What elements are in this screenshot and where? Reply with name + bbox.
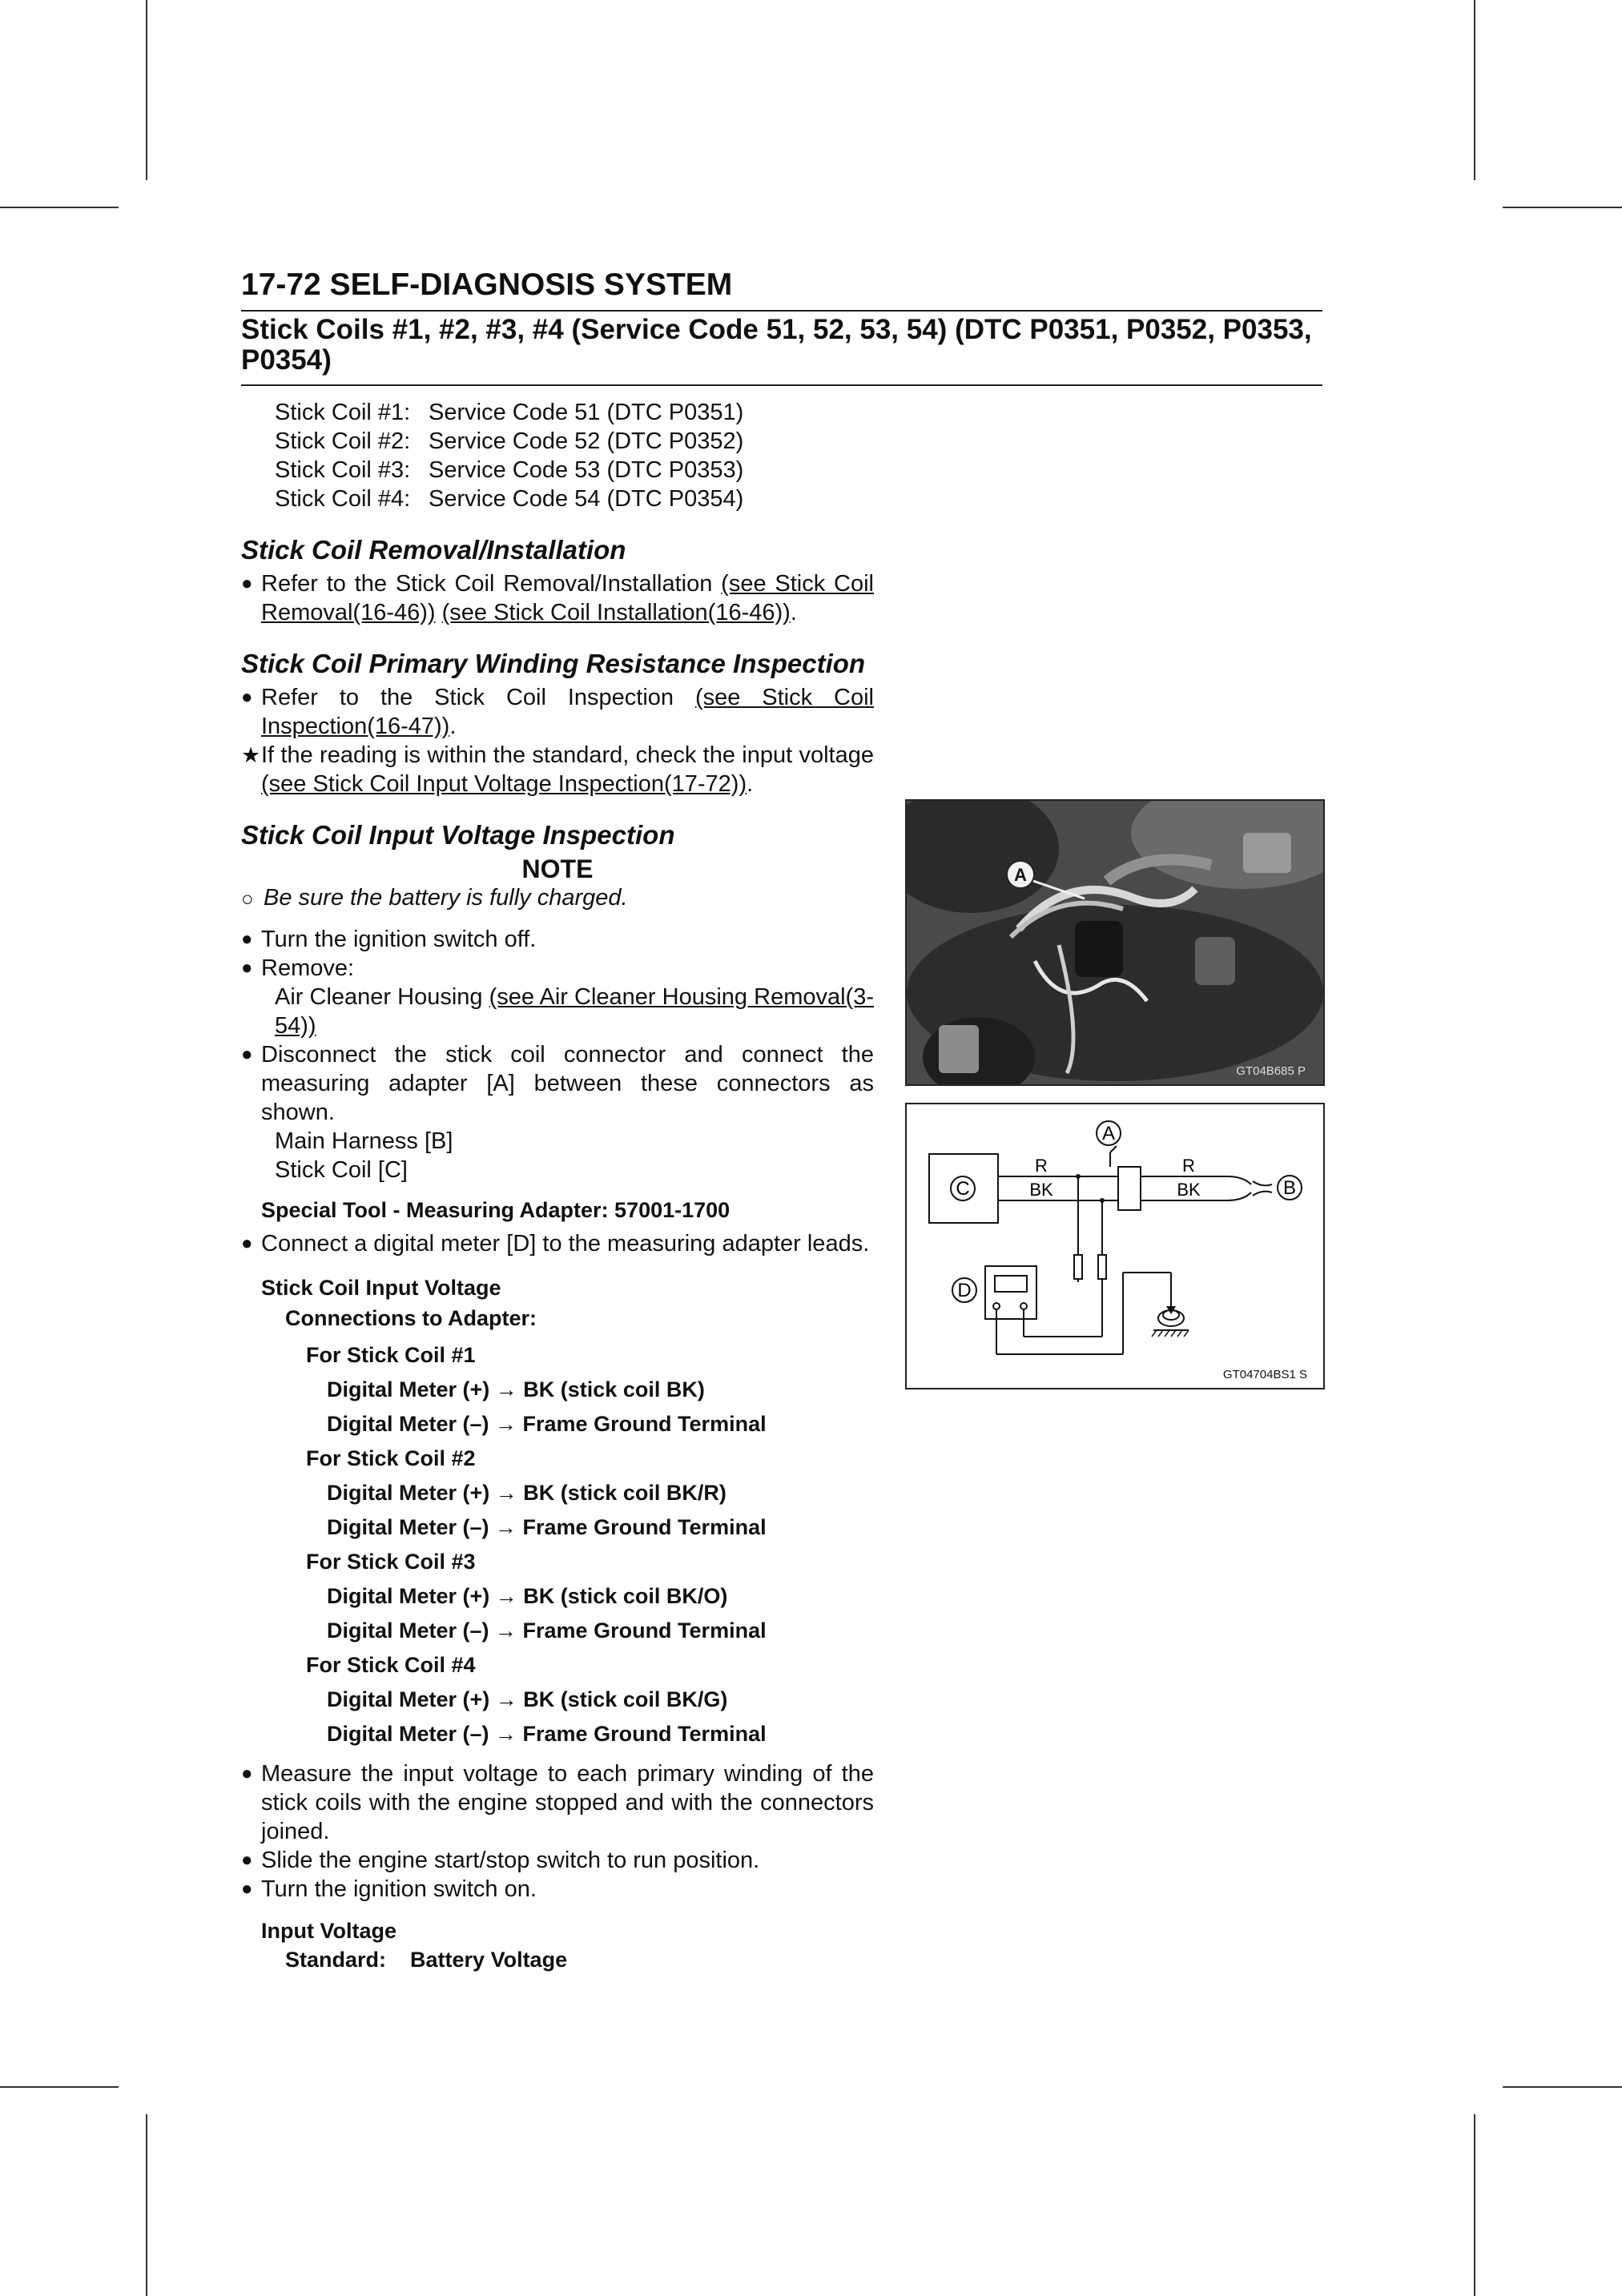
engine-photo-image bbox=[907, 801, 1323, 1084]
bullet-icon: ● bbox=[241, 1878, 253, 1900]
inspection-link[interactable]: (see Stick Coil Inspection(16-47)) bbox=[261, 685, 874, 739]
list-item: Stick Coil #1: Service Code 51 (DTC P0351) bbox=[275, 400, 744, 425]
wiring-diagram bbox=[905, 1103, 1325, 1389]
input-voltage-link[interactable]: (see Stick Coil Input Voltage Inspection(17-72)) bbox=[261, 771, 747, 797]
step-ignition-on: ● Turn the ignition switch on. bbox=[241, 1876, 537, 1902]
wire-label-r-right: R bbox=[1182, 1156, 1195, 1176]
list-item: Stick Coil #2: Service Code 52 (DTC P0352) bbox=[275, 428, 744, 454]
star-icon: ★ bbox=[241, 743, 261, 767]
removal-link[interactable]: (see Stick Coil Removal(16-46)) bbox=[261, 571, 874, 625]
installation-link[interactable]: (see Stick Coil Installation(16-46)) bbox=[441, 600, 791, 625]
bullet-icon: ● bbox=[241, 686, 253, 708]
primary-step: ● Refer to the Stick Coil Inspection (see Stick Coil Inspection(16-47)). bbox=[241, 685, 874, 739]
crop-mark bbox=[0, 207, 119, 208]
primary-result: ★ If the reading is within the standard, check the input voltage (see Stick Coil Input Voltage Inspection(17-72)). bbox=[241, 742, 874, 797]
circle-bullet-icon: ○ bbox=[241, 887, 254, 911]
diagram-label-a: A bbox=[1101, 1123, 1116, 1144]
spec-title: Stick Coil Input Voltage bbox=[261, 1276, 501, 1300]
step-measure: ● Measure the input voltage to each primary winding of the stick coils with the engine stopped and with the connectors joined. bbox=[241, 1761, 874, 1844]
wiring-diagram-svg bbox=[907, 1104, 1323, 1388]
bullet-icon: ● bbox=[241, 1849, 253, 1871]
diagram-label-d: D bbox=[957, 1280, 972, 1301]
wire-label-r-left: R bbox=[1035, 1156, 1048, 1176]
page-title: 17-72 SELF-DIAGNOSIS SYSTEM bbox=[241, 267, 733, 302]
coil-1-block: For Stick Coil #1 Digital Meter (+) → BK (stick coil BK) Digital Meter (–) → Frame Ground Terminal bbox=[306, 1343, 767, 1436]
wire-label-bk-right: BK bbox=[1177, 1180, 1201, 1200]
step-remove: ● Remove: bbox=[241, 955, 355, 981]
step-connect-meter: ● Connect a digital meter [D] to the measuring adapter leads. bbox=[241, 1231, 870, 1257]
crop-mark bbox=[146, 0, 147, 180]
primary-winding-heading: Stick Coil Primary Winding Resistance Inspection bbox=[241, 649, 866, 678]
bullet-icon: ● bbox=[241, 1232, 253, 1254]
photo-code: GT04B685 P bbox=[1236, 1064, 1306, 1078]
note-title: NOTE bbox=[521, 854, 594, 883]
photo-callout-a: A bbox=[1014, 865, 1027, 885]
diagram-label-b: B bbox=[1282, 1177, 1297, 1199]
voltage-value: Battery Voltage bbox=[410, 1948, 568, 1972]
spec-block bbox=[241, 1273, 874, 1751]
crop-mark bbox=[1503, 2086, 1622, 2088]
crop-mark bbox=[1474, 2114, 1475, 2296]
voltage-label: Standard: bbox=[285, 1948, 387, 1972]
main-harness-label: Main Harness [B] bbox=[275, 1128, 453, 1154]
spec-subtitle: Connections to Adapter: bbox=[285, 1306, 537, 1330]
header-rule bbox=[241, 310, 1322, 312]
air-cleaner-link[interactable]: (see Air Cleaner Housing Removal(3-54)) bbox=[275, 984, 874, 1039]
bullet-icon: ● bbox=[241, 1763, 253, 1784]
bullet-icon: ● bbox=[241, 928, 253, 950]
diagram-code: GT04704BS1 S bbox=[1222, 1368, 1307, 1381]
main-text-column bbox=[241, 398, 874, 1974]
section-title: Stick Coils #1, #2, #3, #4 (Service Code 51, 52, 53, 54) (DTC P0351, P0352, P0353, P0354) bbox=[241, 314, 1312, 376]
crop-mark bbox=[1474, 0, 1475, 180]
bullet-icon: ● bbox=[241, 1043, 253, 1065]
special-tool: Special Tool - Measuring Adapter: 57001-1700 bbox=[261, 1198, 731, 1222]
step-run-position: ● Slide the engine start/stop switch to run position. bbox=[241, 1848, 760, 1873]
coil-4-block: For Stick Coil #4 Digital Meter (+) → BK (stick coil BK/G) Digital Meter (–) → Frame Ground Terminal bbox=[306, 1653, 767, 1746]
bullet-icon: ● bbox=[241, 573, 253, 594]
engine-photo bbox=[905, 799, 1325, 1086]
step-ignition-off: ● Turn the ignition switch off. bbox=[241, 927, 537, 952]
voltage-title: Input Voltage bbox=[261, 1919, 396, 1943]
removal-heading: Stick Coil Removal/Installation bbox=[241, 535, 626, 565]
diagram-label-c: C bbox=[956, 1178, 970, 1200]
removal-step: ● Refer to the Stick Coil Removal/Installation (see Stick Coil Removal(16-46)) (see Stick Coil Installation(16-46)). bbox=[241, 571, 874, 625]
list-item: Stick Coil #3: Service Code 53 (DTC P0353) bbox=[275, 457, 744, 483]
coil-3-block: For Stick Coil #3 Digital Meter (+) → BK (stick coil BK/O) Digital Meter (–) → Frame Ground Terminal bbox=[306, 1550, 767, 1643]
input-voltage-heading: Stick Coil Input Voltage Inspection bbox=[241, 820, 675, 850]
crop-mark bbox=[0, 2086, 119, 2088]
list-item: Stick Coil #4: Service Code 54 (DTC P0354) bbox=[275, 486, 744, 512]
coil-2-block: For Stick Coil #2 Digital Meter (+) → BK (stick coil BK/R) Digital Meter (–) → Frame Ground Terminal bbox=[306, 1446, 767, 1539]
step-connect-adapter: ● Disconnect the stick coil connector and connect the measuring adapter [A] between these connectors as shown. bbox=[241, 1042, 874, 1125]
note-text: ○ Be sure the battery is fully charged. bbox=[241, 883, 874, 912]
section-rule bbox=[241, 384, 1322, 386]
voltage-spec bbox=[241, 1916, 874, 1974]
remove-part: Air Cleaner Housing (see Air Cleaner Housing Removal(3-54)) bbox=[275, 984, 874, 1039]
crop-mark bbox=[146, 2114, 147, 2296]
crop-mark bbox=[1503, 207, 1622, 208]
wire-label-bk-left: BK bbox=[1029, 1180, 1053, 1200]
service-code-list bbox=[275, 398, 874, 513]
stick-coil-label: Stick Coil [C] bbox=[275, 1157, 408, 1183]
bullet-icon: ● bbox=[241, 957, 253, 979]
